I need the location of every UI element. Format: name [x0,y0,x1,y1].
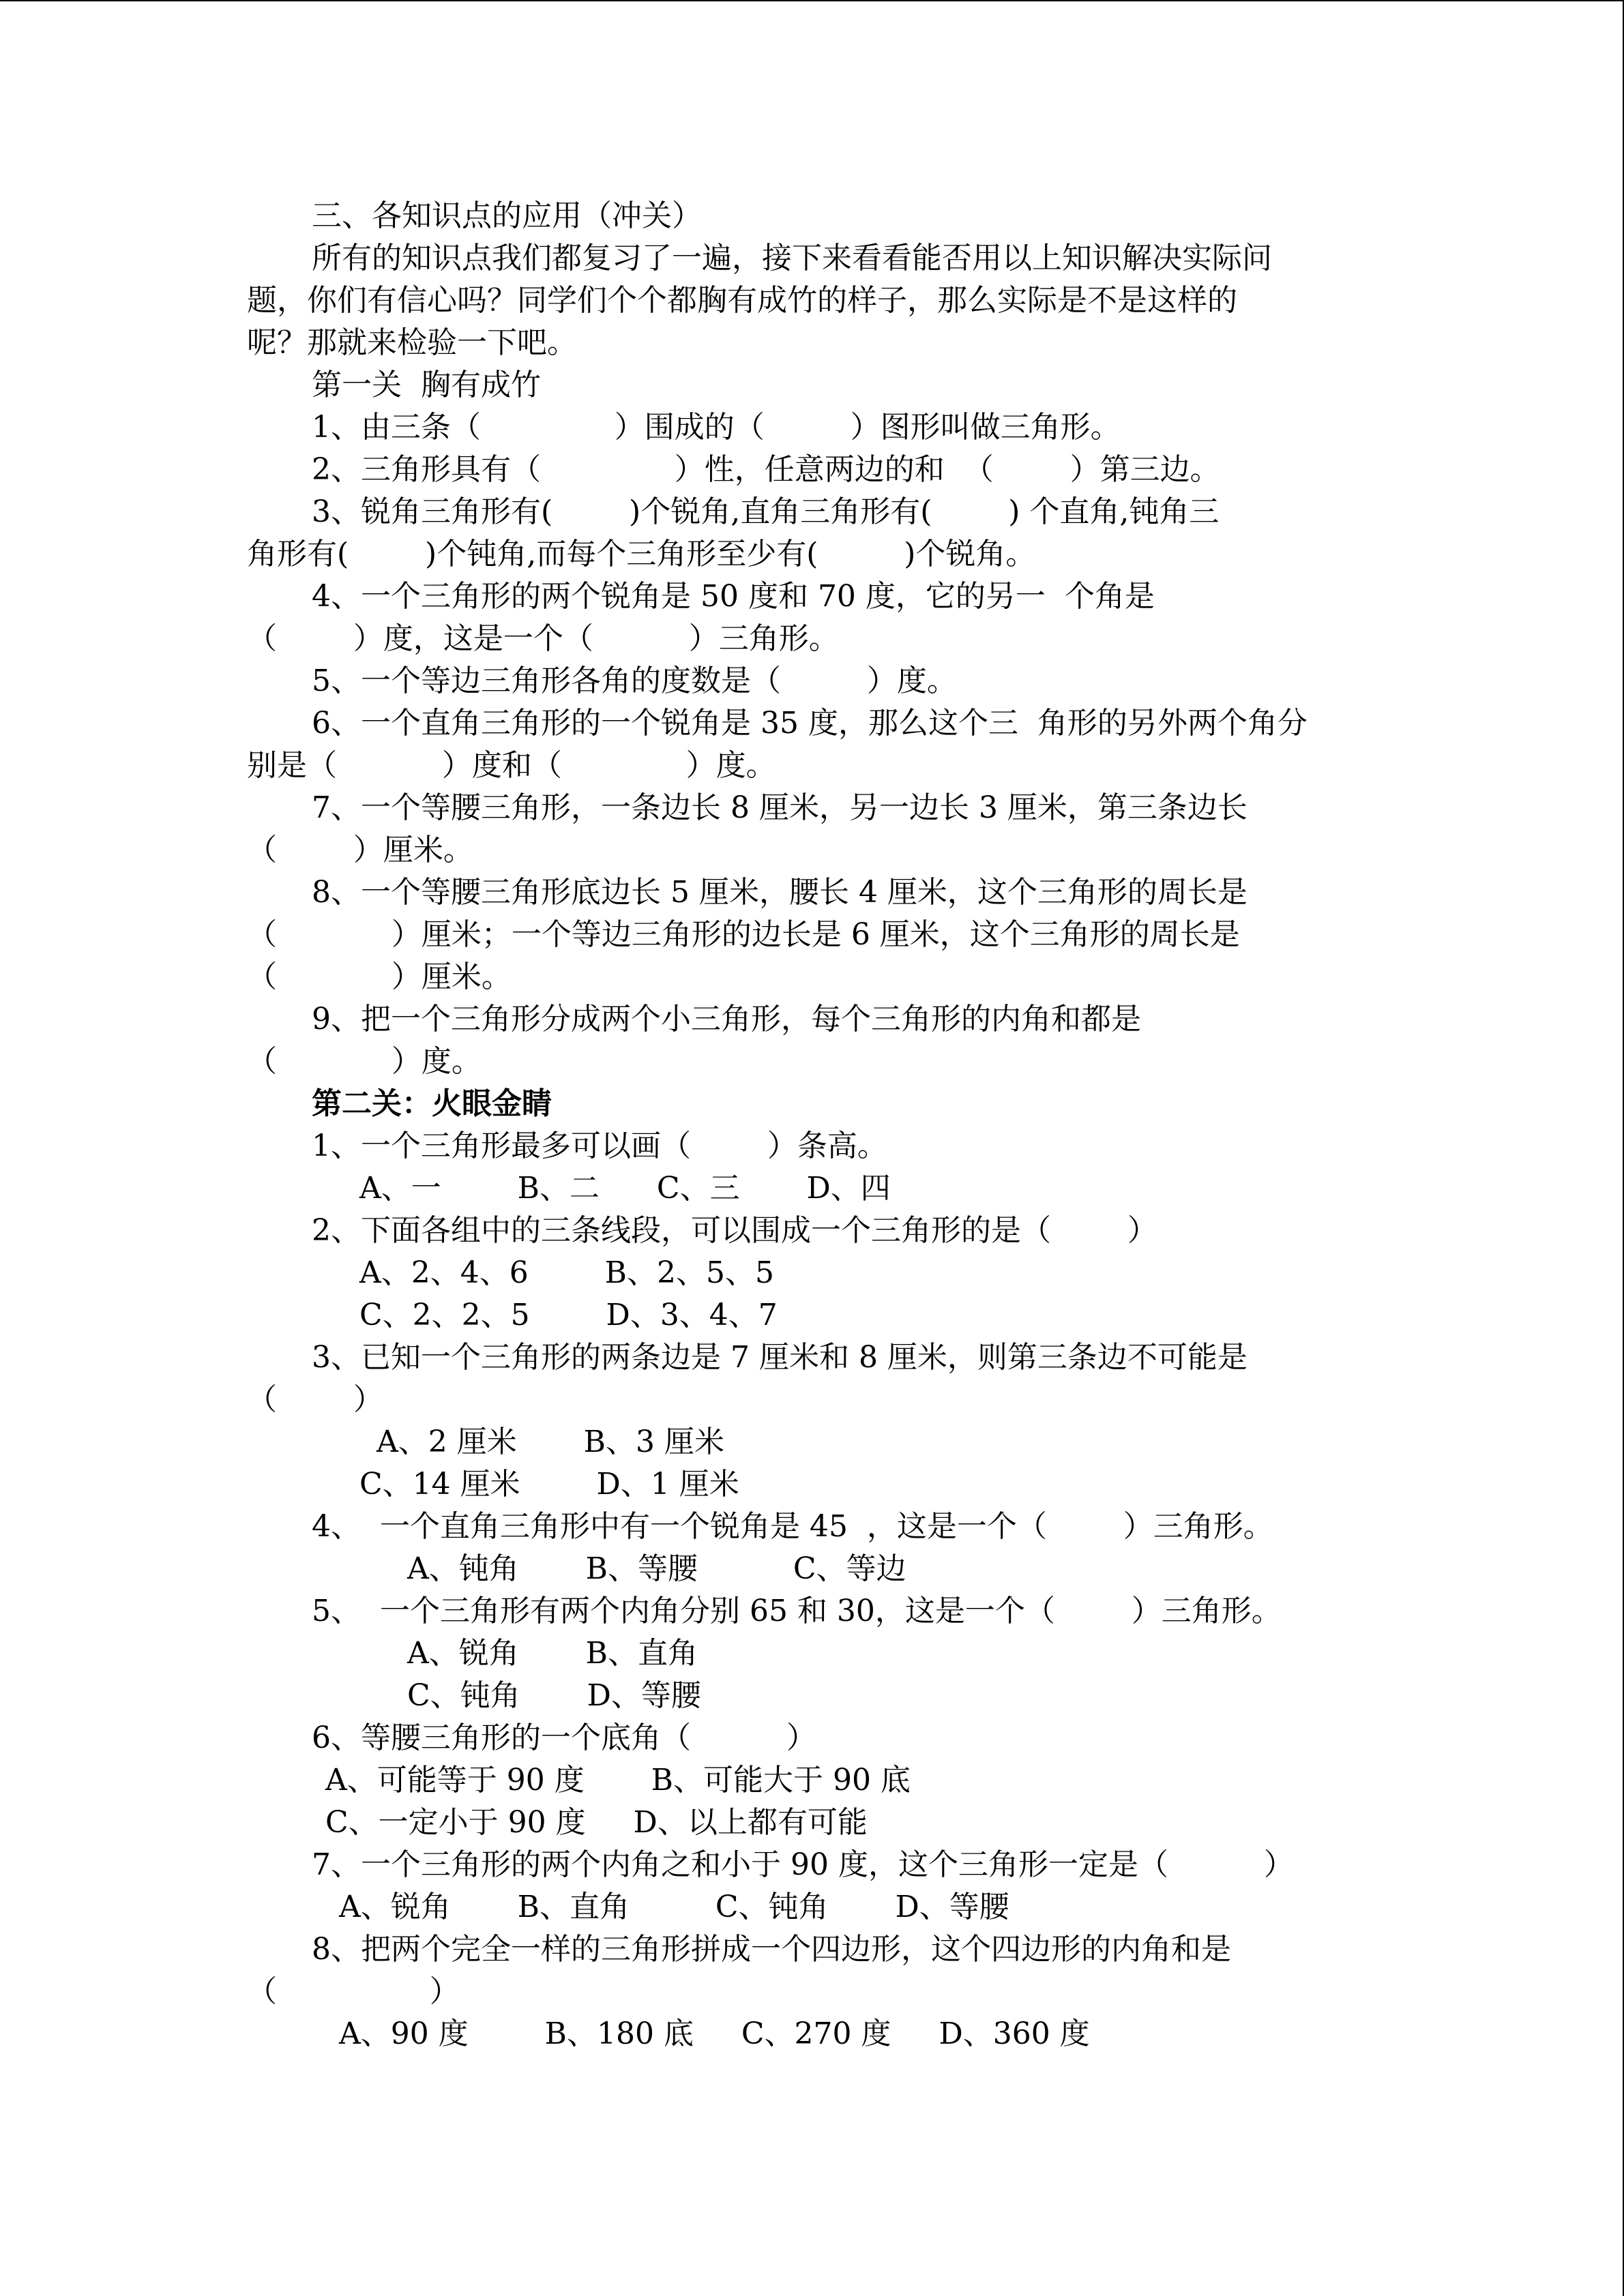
level1-q8-line3: （ ）厘米。 [247,959,512,994]
level2-q5: 5、 一个三角形有两个内角分别 65 和 30，这是一个（ ）三角形。 [312,1594,1282,1628]
document-body [247,195,1379,2055]
level2-q2-options-1: A、2、4、6 B、2、5、5 [359,1255,774,1290]
level1-q4-line1: 4、一个三角形的两个锐角是 50 度和 70 度，它的另一 个角是 [312,579,1155,614]
level2-q8: 8、把两个完全一样的三角形拼成一个四边形，这个四边形的内角和是 [312,1932,1231,1967]
level1-q3-line2: 角形有( )个钝角,而每个三角形至少有( )个锐角。 [247,537,1036,571]
level1-q8-line2: （ ）厘米；一个等边三角形的边长是 6 厘米，这个三角形的周长是 [247,917,1240,952]
level2-q3-options-2: C、14 厘米 D、1 厘米 [359,1467,739,1502]
level1-q2: 2、三角形具有（ ）性，任意两边的和 （ ）第三边。 [312,452,1220,487]
intro-line-3: 呢？那就来检验一下吧。 [247,325,577,360]
level1-q6-line2: 别是（ ）度和（ ）度。 [247,748,776,783]
level1-q5: 5、一个等边三角形各角的度数是（ ）度。 [312,664,957,698]
level2-title: 第二关：火眼金睛 [312,1086,552,1121]
level2-q6: 6、等腰三角形的一个底角（ ） [312,1720,816,1755]
level1-q9-line2: （ ）度。 [247,1044,482,1079]
level2-q2: 2、下面各组中的三条线段，可以围成一个三角形的是（ ） [312,1213,1157,1248]
level1-q7-line1: 7、一个等腰三角形，一条边长 8 厘米，另一边长 3 厘米，第三条边长 [312,790,1247,825]
level2-q5-options-1: A、锐角 B、直角 [407,1636,698,1671]
level2-q8-options: A、90 度 B、180 底 C、270 度 D、360 度 [339,2016,1090,2051]
level1-q8-line1: 8、一个等腰三角形底边长 5 厘米，腰长 4 厘米，这个三角形的周长是 [312,875,1247,910]
level2-q7-options: A、锐角 B、直角 C、钝角 D、等腰 [339,1890,1009,1924]
level2-q6-options-2: C、一定小于 90 度 D、以上都有可能 [325,1805,868,1840]
intro-line-1: 所有的知识点我们都复习了一遍，接下来看看能否用以上知识解决实际问 [312,241,1272,275]
level1-title: 第一关 胸有成竹 [312,368,541,402]
level1-q6-line1: 6、一个直角三角形的一个锐角是 35 度，那么这个三 角形的另外两个角分 [312,706,1308,741]
level2-q3-options-1: A、2 厘米 B、3 厘米 [377,1425,724,1459]
level2-q7: 7、一个三角形的两个内角之和小于 90 度，这个三角形一定是（ ） [312,1847,1294,1882]
level2-q4: 4、 一个直角三角形中有一个锐角是 45 ，这是一个（ ）三角形。 [312,1509,1273,1544]
intro-line-2: 题，你们有信心吗？同学们个个都胸有成竹的样子，那么实际是不是这样的 [247,283,1237,318]
level1-q3-line1: 3、锐角三角形有( )个锐角,直角三角形有( ) 个直角,钝角三 [312,494,1220,529]
level2-q1-options: A、一 B、二 C、三 D、四 [359,1171,891,1206]
level2-q1: 1、一个三角形最多可以画（ ）条高。 [312,1129,887,1163]
level2-q2-options-2: C、2、2、5 D、3、4、7 [359,1298,778,1332]
level1-q9-line1: 9、把一个三角形分成两个小三角形，每个三角形的内角和都是 [312,1002,1141,1037]
level2-q6-options-1: A、可能等于 90 度 B、可能大于 90 底 [325,1763,911,1798]
level1-q7-line2: （ ）厘米。 [247,833,473,867]
level2-q5-options-2: C、钝角 D、等腰 [407,1678,701,1713]
level2-q3-blank: （ ） [247,1382,383,1417]
level2-q8-blank: （ ） [247,1974,460,2009]
level2-q4-options: A、钝角 B、等腰 C、等边 [407,1551,906,1586]
section-heading: 三、各知识点的应用（冲关） [312,198,702,233]
level1-q1: 1、由三条（ ）围成的（ ）图形叫做三角形。 [312,410,1121,445]
level1-q4-line2: （ ）度，这是一个（ ）三角形。 [247,621,839,656]
level2-q3: 3、已知一个三角形的两条边是 7 厘米和 8 厘米，则第三条边不可能是 [312,1340,1247,1375]
